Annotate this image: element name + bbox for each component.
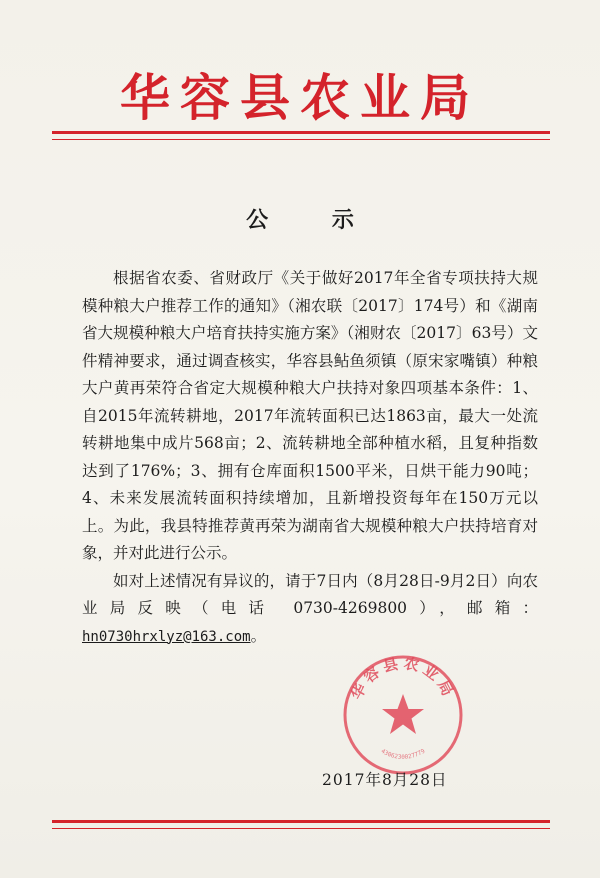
paragraph-main: 根据省农委、省财政厅《关于做好2017年全省专项扶持大规模种粮大户推荐工作的通知》（湘农联〔2017〕174号）和《湖南省大规模种粮大户培育扶持实施方案》（湘财农〔2017〕63号）文件精神要求，通过调查核实，华容县鲇鱼须镇（原宋家嘴镇）种粮大户黄再荣符合省定大规模种粮大户扶持对象四项基本条件：1、自2015年流转耕地，2017年流转面积已达1863亩，最大一处流转耕地集中成片568亩；2、流转耕地全部种植水稻，且复种指数达到了176%；3、拥有仓库面积1500平米，日烘干能力90吨；4、未来发展流转面积持续增加，且新增投资每年在150万元以上。为此，我县特推荐黄再荣为湖南省大规模种粮大户扶持培育对象，并对此进行公示。 [82,269,538,562]
email-link[interactable]: hn0730hrxlyz@163.com [82,628,251,645]
letterhead-issuer: 华容县农业局 [120,68,480,127]
seal-serial: 4306230027779 [379,747,427,761]
document-type: 公 示 [246,207,382,233]
seal-star-icon [382,694,424,734]
document-body [82,265,538,651]
email-tail: 。 [250,626,267,645]
official-seal-stamp [340,652,466,778]
footer-rule-top [52,820,550,823]
paragraph-objection [82,568,538,652]
svg-text:4306230027779 [380,748,427,761]
footer-rule-bottom [52,828,550,829]
objection-text: 如对上述情况有异议的，请于7日内（8月28日-9月2日）向农业局反映（电话 0730-4269800），邮箱： [82,571,538,617]
letterhead-rule-bottom [52,139,550,140]
seal-text: 华容县农业局 [347,653,459,703]
letterhead-rule-top [52,131,550,134]
signature-date: 2017年8月28日 [322,771,448,789]
